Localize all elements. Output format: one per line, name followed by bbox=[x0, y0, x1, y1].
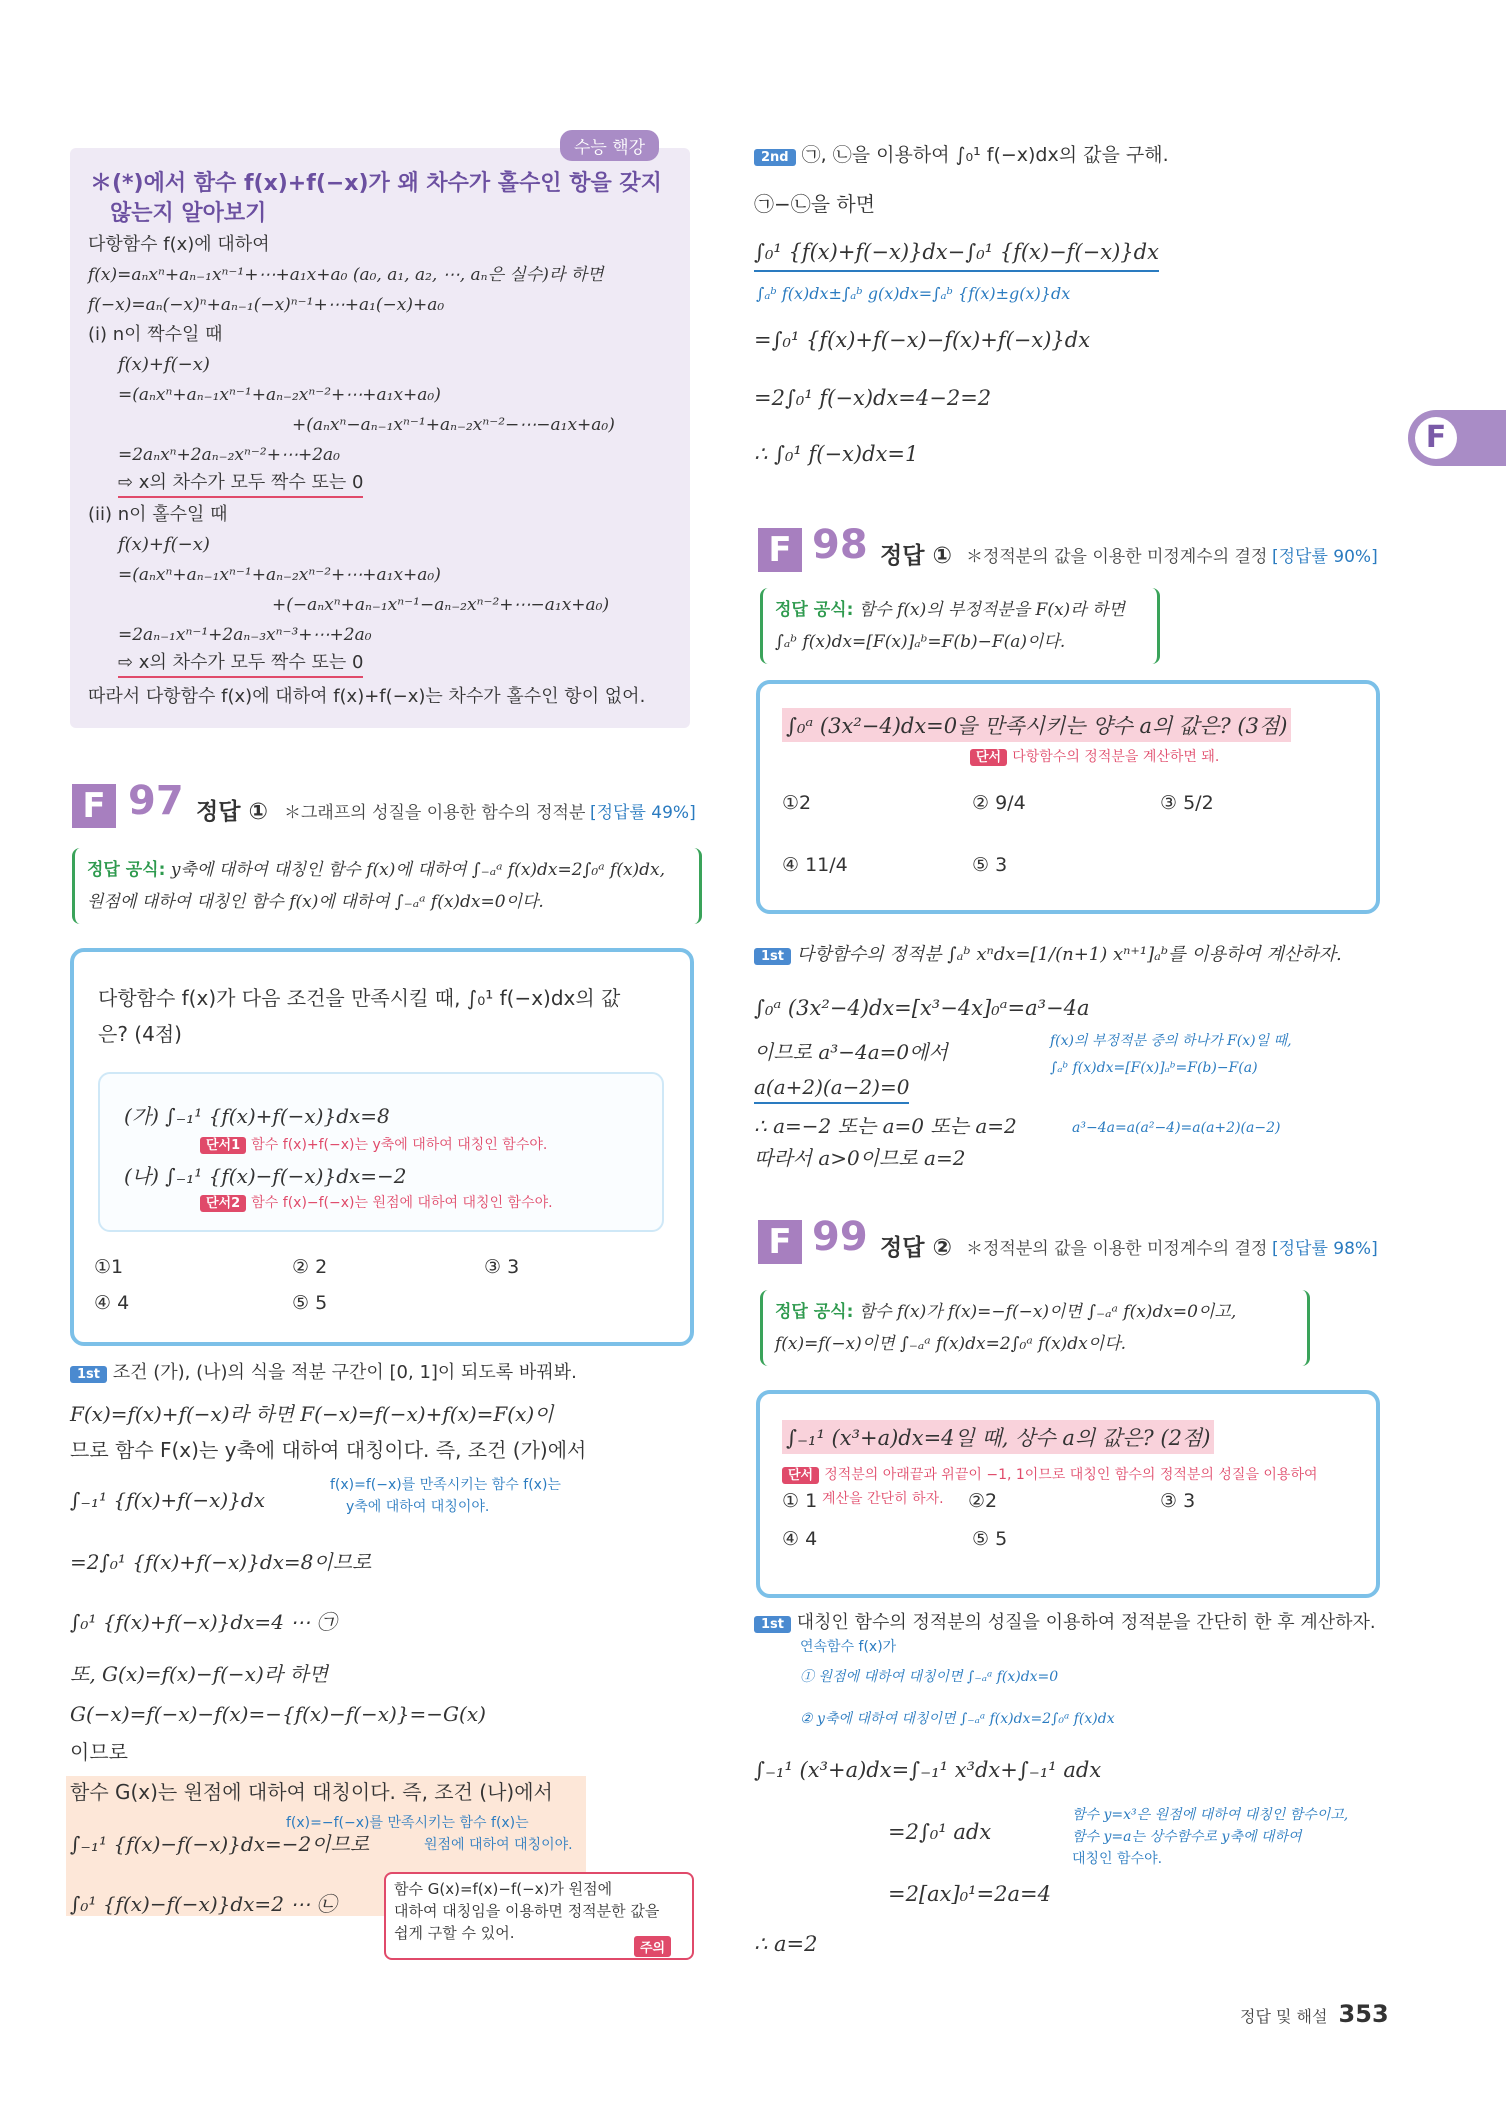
page-number: 353 bbox=[1338, 2000, 1389, 2028]
answer-label: 정답 ① bbox=[196, 799, 268, 825]
problem-badge: F bbox=[72, 784, 116, 828]
formula-box bbox=[72, 848, 702, 924]
concept-line: =(aₙxⁿ+aₙ₋₁xⁿ⁻¹+aₙ₋₂xⁿ⁻²+⋯+a₁x+a₀) bbox=[118, 385, 441, 405]
solution-line: 이므로 bbox=[70, 1740, 128, 1764]
formula-box bbox=[760, 588, 1160, 664]
solution-line: ∫₀¹ {f(x)+f(−x)}dx=4 ⋯ ㉠ bbox=[70, 1610, 337, 1634]
concept-tag: 수능 핵강 bbox=[560, 130, 659, 161]
side-note: f(x)=f(−x)를 만족시키는 함수 f(x)는 bbox=[330, 1477, 561, 1493]
step-tag: 2nd bbox=[754, 149, 796, 166]
step-tag: 1st bbox=[70, 1366, 107, 1383]
solution-line: 또, G(x)=f(x)−f(−x)라 하면 bbox=[70, 1662, 329, 1686]
step-tag: 1st bbox=[754, 1616, 791, 1633]
solution-line: ∫₀ᵃ (3x²−4)dx=[x³−4x]₀ᵃ=a³−4a bbox=[754, 996, 1090, 1020]
solution-line: ∫₋₁¹ {f(x)+f(−x)}dx bbox=[70, 1488, 265, 1512]
question-text: 은? (4점) bbox=[98, 1022, 182, 1046]
side-note: a³−4a=a(a²−4)=a(a+2)(a−2) bbox=[1072, 1120, 1281, 1136]
concept-line: f(x)=aₙxⁿ+aₙ₋₁xⁿ⁻¹+⋯+a₁x+a₀ (a₀, a₁, a₂, ⋯, aₙ은 실수)라 하면 bbox=[88, 265, 604, 285]
option-3[interactable]: ③ 5/2 bbox=[1160, 792, 1214, 814]
solution-line: ∫₀¹ {f(x)−f(−x)}dx=2 ⋯ ㉡ bbox=[70, 1892, 337, 1916]
clue-tag: 단서2 bbox=[200, 1195, 246, 1212]
solution-line: ㉠−㉡을 하면 bbox=[754, 192, 876, 216]
formula-note: ∫ₐᵇ f(x)dx±∫ₐᵇ g(x)dx=∫ₐᵇ {f(x)±g(x)}dx bbox=[756, 284, 1071, 303]
problem-number: 99 bbox=[812, 1214, 868, 1260]
solution-line: 이므로 a³−4a=0에서 bbox=[754, 1040, 948, 1064]
solution-line: ∴ a=2 bbox=[754, 1932, 818, 1956]
condition-b: (나) ∫₋₁¹ {f(x)−f(−x)}dx=−2 bbox=[124, 1164, 407, 1188]
answer-label: 정답 ② bbox=[880, 1235, 952, 1261]
solution-line: a(a+2)(a−2)=0 bbox=[754, 1072, 909, 1104]
option-1[interactable]: ①2 bbox=[782, 792, 812, 814]
solution-line: 함수 G(x)는 원점에 대하여 대칭이다. 즉, 조건 (나)에서 bbox=[70, 1780, 553, 1804]
step-text: 조건 (가), (나)의 식을 적분 구간이 [0, 1]이 되도록 바꿔봐. bbox=[112, 1362, 577, 1383]
step-text: 다항함수의 정적분 ∫ₐᵇ xⁿdx=[1/(n+1) xⁿ⁺¹]ₐᵇ를 이용하여 계산하자. bbox=[796, 944, 1342, 965]
problem-hint: ＊정적분의 값을 이용한 미정계수의 결정 bbox=[966, 547, 1268, 567]
clue-note: 함수 f(x)+f(−x)는 y축에 대하여 대칭인 함수야. bbox=[251, 1137, 548, 1153]
option-2[interactable]: ② 9/4 bbox=[972, 792, 1026, 814]
problem-badge: F bbox=[758, 1220, 802, 1264]
question-text: ∫₋₁¹ (x³+a)dx=4일 때, 상수 a의 값은? (2점) bbox=[782, 1420, 1214, 1454]
side-note: f(x)=−f(−x)를 만족시키는 함수 f(x)는 bbox=[286, 1815, 529, 1831]
clue-note: 정적분의 아래끝과 위끝이 −1, 1이므로 대칭인 함수의 정적분의 성질을 이용하여 bbox=[824, 1467, 1318, 1483]
solution-line: 므로 함수 F(x)는 y축에 대하여 대칭이다. 즉, 조건 (가)에서 bbox=[70, 1438, 587, 1462]
question-text: 다항함수 f(x)가 다음 조건을 만족시킬 때, ∫₀¹ f(−x)dx의 값 bbox=[98, 986, 621, 1010]
side-note: 원점에 대하여 대칭이야. bbox=[424, 1837, 573, 1853]
concept-line: ⇨ x의 차수가 모두 짝수 또는 0 bbox=[118, 650, 363, 678]
side-note: ∫ₐᵇ f(x)dx=[F(x)]ₐᵇ=F(b)−F(a) bbox=[1050, 1060, 1258, 1076]
step-tag: 1st bbox=[754, 948, 791, 965]
clue-note: 함수 f(x)−f(−x)는 원점에 대하여 대칭인 함수야. bbox=[251, 1195, 553, 1211]
concept-line: =2aₙxⁿ+2aₙ₋₂xⁿ⁻²+⋯+2a₀ bbox=[118, 445, 340, 465]
formula-text: y축에 대하여 대칭인 함수 f(x)에 대하여 ∫₋ₐᵃ f(x)dx=2∫₀ᵃ f(x)dx, bbox=[170, 860, 666, 880]
concept-line: (ii) n이 홀수일 때 bbox=[88, 504, 228, 525]
option-4[interactable]: ④ 11/4 bbox=[782, 854, 848, 876]
concept-title-line2: 않는지 알아보기 bbox=[110, 201, 267, 226]
problem-number: 97 bbox=[128, 778, 184, 824]
formula-label: 정답 공식: bbox=[87, 860, 166, 880]
option-5[interactable]: ⑤ 3 bbox=[972, 854, 1008, 876]
concept-line: +(aₙxⁿ−aₙ₋₁xⁿ⁻¹+aₙ₋₂xⁿ⁻²−⋯−a₁x+a₀) bbox=[292, 415, 615, 435]
formula-text: 원점에 대하여 대칭인 함수 f(x)에 대하여 ∫₋ₐᵃ f(x)dx=0이다. bbox=[87, 892, 544, 912]
solution-line: 따라서 a>0이므로 a=2 bbox=[754, 1146, 966, 1170]
step-text: 대칭인 함수의 정적분의 성질을 이용하여 정적분을 간단히 한 후 계산하자. bbox=[796, 1612, 1376, 1633]
problem-badge: F bbox=[758, 528, 802, 572]
side-note: 함수 y=a는 상수함수로 y축에 대하여 bbox=[1072, 1829, 1302, 1845]
problem-number: 98 bbox=[812, 522, 868, 568]
concept-line: 다항함수 f(x)에 대하여 bbox=[88, 234, 270, 255]
caution-text: 대하여 대칭임을 이용하면 정적분한 값을 bbox=[394, 1902, 660, 1920]
concept-line: ⇨ x의 차수가 모두 짝수 또는 0 bbox=[118, 470, 363, 498]
concept-line: +(−aₙxⁿ+aₙ₋₁xⁿ⁻¹−aₙ₋₂xⁿ⁻²+⋯−a₁x+a₀) bbox=[272, 595, 610, 615]
solution-line: =∫₀¹ {f(x)+f(−x)−f(x)+f(−x)}dx bbox=[754, 328, 1091, 352]
correct-rate: [정답률 90%] bbox=[1272, 547, 1378, 567]
sub-note: ② y축에 대하여 대칭이면 ∫₋ₐᵃ f(x)dx=2∫₀ᵃ f(x)dx bbox=[800, 1711, 1115, 1727]
clue-note: 다항함수의 정적분을 계산하면 돼. bbox=[1012, 749, 1220, 765]
formula-label: 정답 공식: bbox=[775, 600, 854, 620]
option-1[interactable]: ①1 bbox=[94, 1256, 124, 1278]
solution-line: =2∫₀¹ {f(x)+f(−x)}dx=8이므로 bbox=[70, 1550, 372, 1574]
option-4[interactable]: ④ 4 bbox=[94, 1292, 130, 1314]
option-2[interactable]: ② 2 bbox=[292, 1256, 328, 1278]
correct-rate: [정답률 98%] bbox=[1272, 1239, 1378, 1259]
option-5[interactable]: ⑤ 5 bbox=[292, 1292, 328, 1314]
concept-title-line1: ＊(*)에서 함수 f(x)+f(−x)가 왜 차수가 홀수인 항을 갖지 bbox=[90, 171, 662, 196]
solution-line: ∫₀¹ {f(x)+f(−x)}dx−∫₀¹ {f(x)−f(−x)}dx bbox=[754, 234, 1159, 272]
side-note: y축에 대하여 대칭이야. bbox=[346, 1499, 490, 1515]
solution-line: =2∫₀¹ f(−x)dx=4−2=2 bbox=[754, 386, 992, 410]
option-5[interactable]: ⑤ 5 bbox=[972, 1528, 1008, 1550]
solution-line: G(−x)=f(−x)−f(x)=−{f(x)−f(−x)}=−G(x) bbox=[70, 1702, 486, 1726]
answer-label: 정답 ① bbox=[880, 543, 952, 569]
correct-rate: [정답률 49%] bbox=[590, 803, 696, 823]
step-text: ㉠, ㉡을 이용하여 ∫₀¹ f(−x)dx의 값을 구해. bbox=[801, 144, 1169, 166]
concept-line: 따라서 다항함수 f(x)에 대하여 f(x)+f(−x)는 차수가 홀수인 항이 없어. bbox=[88, 686, 646, 707]
option-3[interactable]: ③ 3 bbox=[1160, 1490, 1196, 1512]
solution-line: ∴ a=−2 또는 a=0 또는 a=2 bbox=[754, 1114, 1017, 1138]
side-note: 함수 y=x³은 원점에 대하여 대칭인 함수이고, bbox=[1072, 1807, 1349, 1823]
solution-line: =2[ax]₀¹=2a=4 bbox=[888, 1882, 1051, 1906]
concept-line: =(aₙxⁿ+aₙ₋₁xⁿ⁻¹+aₙ₋₂xⁿ⁻²+⋯+a₁x+a₀) bbox=[118, 565, 441, 585]
option-4[interactable]: ④ 4 bbox=[782, 1528, 818, 1550]
clue-tag: 단서 bbox=[782, 1467, 819, 1484]
caution-text: 쉽게 구할 수 있어. bbox=[394, 1924, 515, 1942]
sub-note: 연속함수 f(x)가 bbox=[800, 1639, 897, 1655]
problem-hint: ＊그래프의 성질을 이용한 함수의 정적분 bbox=[284, 803, 586, 823]
page-footer bbox=[1240, 2000, 1389, 2028]
option-1[interactable]: ① 1 bbox=[782, 1490, 818, 1512]
side-note: 대칭인 함수야. bbox=[1072, 1851, 1163, 1867]
clue-note: 계산을 간단히 하자. bbox=[822, 1491, 944, 1507]
option-3[interactable]: ③ 3 bbox=[484, 1256, 520, 1278]
concept-line: =2aₙ₋₁xⁿ⁻¹+2aₙ₋₃xⁿ⁻³+⋯+2a₀ bbox=[118, 625, 372, 645]
chapter-tab-letter: F bbox=[1415, 417, 1457, 459]
solution-line: ∫₋₁¹ {f(x)−f(−x)}dx=−2이므로 bbox=[70, 1832, 370, 1856]
formula-text: 함수 f(x)가 f(x)=−f(−x)이면 ∫₋ₐᵃ f(x)dx=0이고, bbox=[858, 1302, 1237, 1322]
caution-text: 함수 G(x)=f(x)−f(−x)가 원점에 bbox=[394, 1880, 613, 1898]
formula-box bbox=[760, 1290, 1310, 1366]
concept-line: f(−x)=aₙ(−x)ⁿ+aₙ₋₁(−x)ⁿ⁻¹+⋯+a₁(−x)+a₀ bbox=[88, 295, 445, 315]
side-note: f(x)의 부정적분 중의 하나가 F(x)일 때, bbox=[1050, 1033, 1292, 1049]
concept-line: (i) n이 짝수일 때 bbox=[88, 324, 223, 345]
solution-line: F(x)=f(x)+f(−x)라 하면 F(−x)=f(−x)+f(x)=F(x)이 bbox=[70, 1402, 554, 1426]
formula-text: f(x)=f(−x)이면 ∫₋ₐᵃ f(x)dx=2∫₀ᵃ f(x)dx이다. bbox=[775, 1334, 1127, 1354]
solution-line: ∫₋₁¹ (x³+a)dx=∫₋₁¹ x³dx+∫₋₁¹ adx bbox=[754, 1758, 1102, 1782]
option-2[interactable]: ②2 bbox=[968, 1490, 998, 1512]
solution-line: =2∫₀¹ adx bbox=[888, 1820, 992, 1844]
sub-note: ① 원점에 대하여 대칭이면 ∫₋ₐᵃ f(x)dx=0 bbox=[800, 1669, 1059, 1685]
question-text: ∫₀ᵃ (3x²−4)dx=0을 만족시키는 양수 a의 값은? (3점) bbox=[782, 708, 1291, 742]
condition-a: (가) ∫₋₁¹ {f(x)+f(−x)}dx=8 bbox=[124, 1104, 390, 1128]
formula-text: ∫ₐᵇ f(x)dx=[F(x)]ₐᵇ=F(b)−F(a)이다. bbox=[775, 632, 1066, 652]
clue-tag: 단서1 bbox=[200, 1137, 246, 1154]
formula-text: 함수 f(x)의 부정적분을 F(x)라 하면 bbox=[858, 600, 1125, 620]
concept-line: f(x)+f(−x) bbox=[118, 534, 210, 555]
formula-label: 정답 공식: bbox=[775, 1302, 854, 1322]
solution-line: ∴ ∫₀¹ f(−x)dx=1 bbox=[754, 442, 919, 466]
concept-line: f(x)+f(−x) bbox=[118, 354, 210, 375]
caution-tag: 주의 bbox=[634, 1936, 671, 1957]
footer-label: 정답 및 해설 bbox=[1240, 2007, 1328, 2026]
problem-hint: ＊정적분의 값을 이용한 미정계수의 결정 bbox=[966, 1239, 1268, 1259]
clue-tag: 단서 bbox=[970, 749, 1007, 766]
